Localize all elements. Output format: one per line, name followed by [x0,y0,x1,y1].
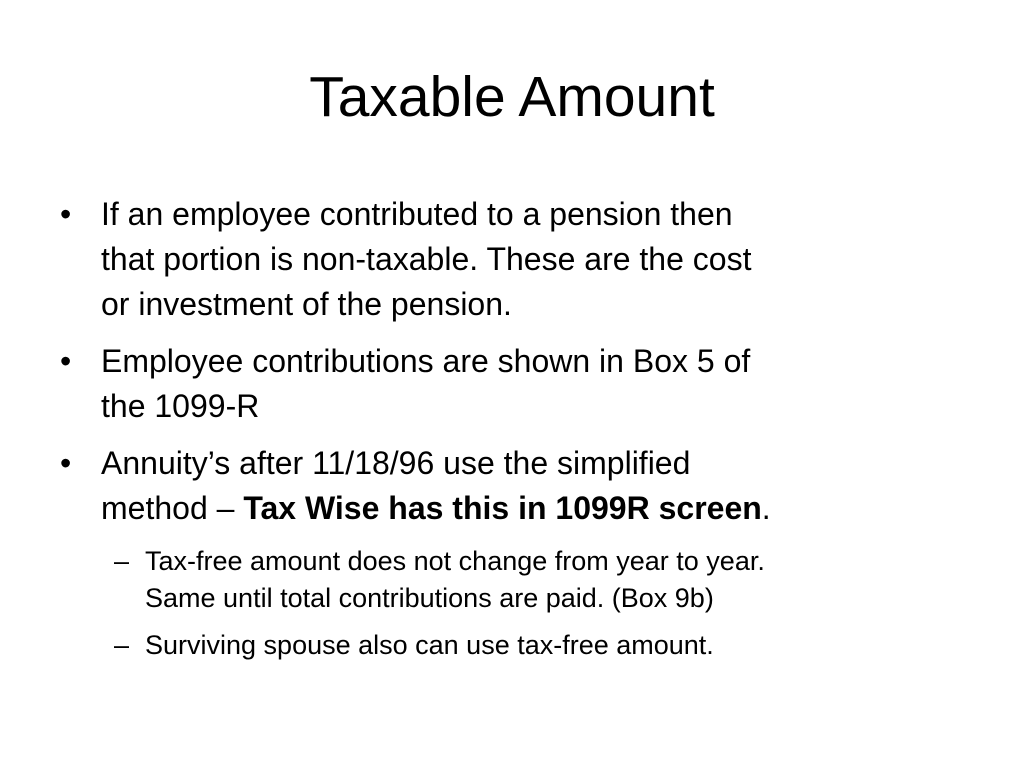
sub-bullet-list [114,543,960,664]
sub-bullet-line: Tax-free amount does not change from year to year. [145,546,765,576]
bullet-line: or investment of the pension. [101,286,512,322]
sub-bullet-marker: – [114,630,130,660]
bullet-item-simplified-method [60,441,960,531]
sub-bullet-tax-free-amount [114,543,960,617]
sub-bullet-line: Surviving spouse also can use tax-free amount. [145,630,714,660]
bullet-marker: • [60,196,72,232]
bullet-text [101,441,960,531]
bullet-item-box-5 [60,339,960,429]
bullet-line [101,486,960,531]
bullet-line: Employee contributions are shown in Box 5 of [101,343,751,379]
bullet-marker: • [60,445,72,481]
slide-title: Taxable Amount [309,65,715,129]
sub-bullet-surviving-spouse [114,627,960,664]
tax-wise-emphasis: Tax Wise has this in 1099R screen [243,490,762,526]
bullet-line: that portion is non-taxable. These are the cost [101,241,752,277]
bullet-marker: • [60,343,72,379]
bullet-line-prefix: method – [101,490,244,526]
sub-bullet-marker: – [114,546,130,576]
bullet-line: If an employee contributed to a pension then [101,196,733,232]
bullet-line: the 1099-R [101,388,260,424]
bullet-text [101,339,960,429]
bullet-item-pension-contribution [60,192,960,327]
bullet-line: Annuity’s after 11/18/96 use the simplified [101,445,691,481]
sub-bullet-line: Same until total contributions are paid. (Box 9b) [145,583,714,613]
bullet-text [101,192,960,327]
bullet-list [60,192,960,674]
bullet-line-suffix: . [761,490,771,526]
